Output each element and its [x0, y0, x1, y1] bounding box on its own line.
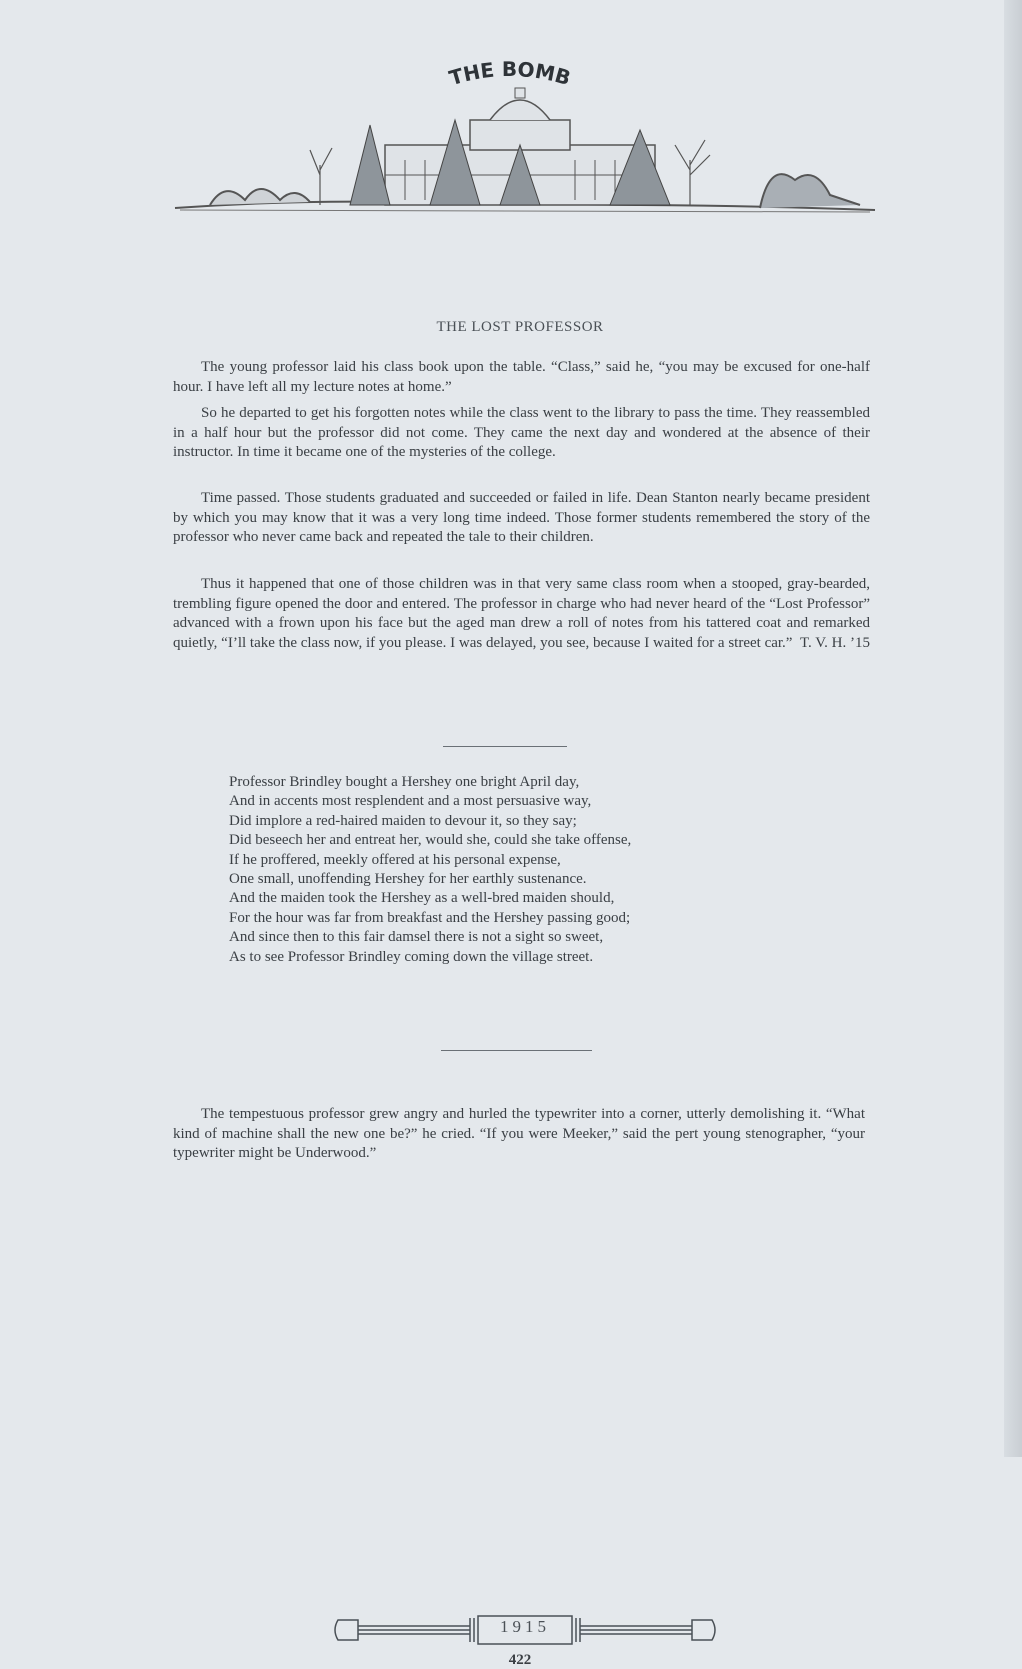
poem-line: Did beseech her and entreat her, would she, could she take offense,	[229, 832, 632, 849]
story-paragraph-final	[173, 575, 870, 653]
poem-line: And since then to this fair damsel there is not a sight so sweet,	[229, 929, 604, 946]
poem-line: And in accents most resplendent and a most persuasive way,	[229, 793, 592, 810]
poem-line: Professor Brindley bought a Hershey one bright April day,	[229, 774, 580, 790]
svg-text:THE BOMB: THE BOMB	[446, 58, 574, 91]
page-edge-shadow	[1004, 0, 1022, 1457]
section-divider	[441, 1050, 592, 1051]
story-paragraph: Time passed. Those students graduated and succeeded or failed in life. Dean Stanton nearly became president by which you may know that it was a very long time indeed. Those former students remembered the story of the professor who never came back and repeated the tale to their children.	[173, 490, 870, 545]
story-title: THE LOST PROFESSOR	[436, 319, 604, 335]
joke-paragraph: The tempestuous professor grew angry and hurled the typewriter into a corner, utterly demolishing it. “What kind of machine shall the new one be?” he cried. “If you were Meeker,” said the pert young stenographer, “your typewriter might be Underwood.”	[173, 1106, 865, 1161]
poem-line: As to see Professor Brindley coming down the village street.	[229, 948, 594, 965]
page-number: 422	[508, 1652, 532, 1668]
poem	[229, 773, 849, 967]
footer-year: 1915	[500, 1617, 550, 1636]
story-paragraph: The young professor laid his class book upon the table. “Class,” said he, “you may be excused for one-half hour. I have left all my lecture notes at home.”	[173, 359, 870, 395]
story-paragraph: So he departed to get his forgotten notes while the class went to the library to pass the time. They reassembled in a half hour but the professor did not come. They came the next day and wondered at the absence of their instructor. In time it became one of the mysteries of the college.	[173, 405, 870, 460]
poem-line: And the maiden took the Hershey as a well-bred maiden should,	[229, 890, 615, 907]
poem-line: One small, unoffending Hershey for her earthly sustenance.	[229, 871, 587, 888]
poem-line: For the hour was far from breakfast and the Hershey passing good;	[229, 909, 631, 926]
section-divider	[443, 746, 567, 747]
story-attribution: T. V. H. ’15	[799, 634, 870, 651]
poem-line: Did implore a red-haired maiden to devour it, so they say;	[229, 812, 577, 829]
the-bomb-logo	[420, 58, 600, 98]
story-paragraph-text: Thus it happened that one of those children was in that very same class room when a stooped, gray-bearded, trembling figure opened the door and entered. The professor in charge who had never heard of the “Lost Professor” advanced with a frown upon his face but the aged man drew a roll of notes from his tattered coat and remarked quietly, “I’ll take the class now, if you please. I was delayed, you see, because I waited for a street car.”	[173, 576, 870, 651]
poem-line: If he proffered, meekly offered at his personal expense,	[229, 851, 561, 868]
